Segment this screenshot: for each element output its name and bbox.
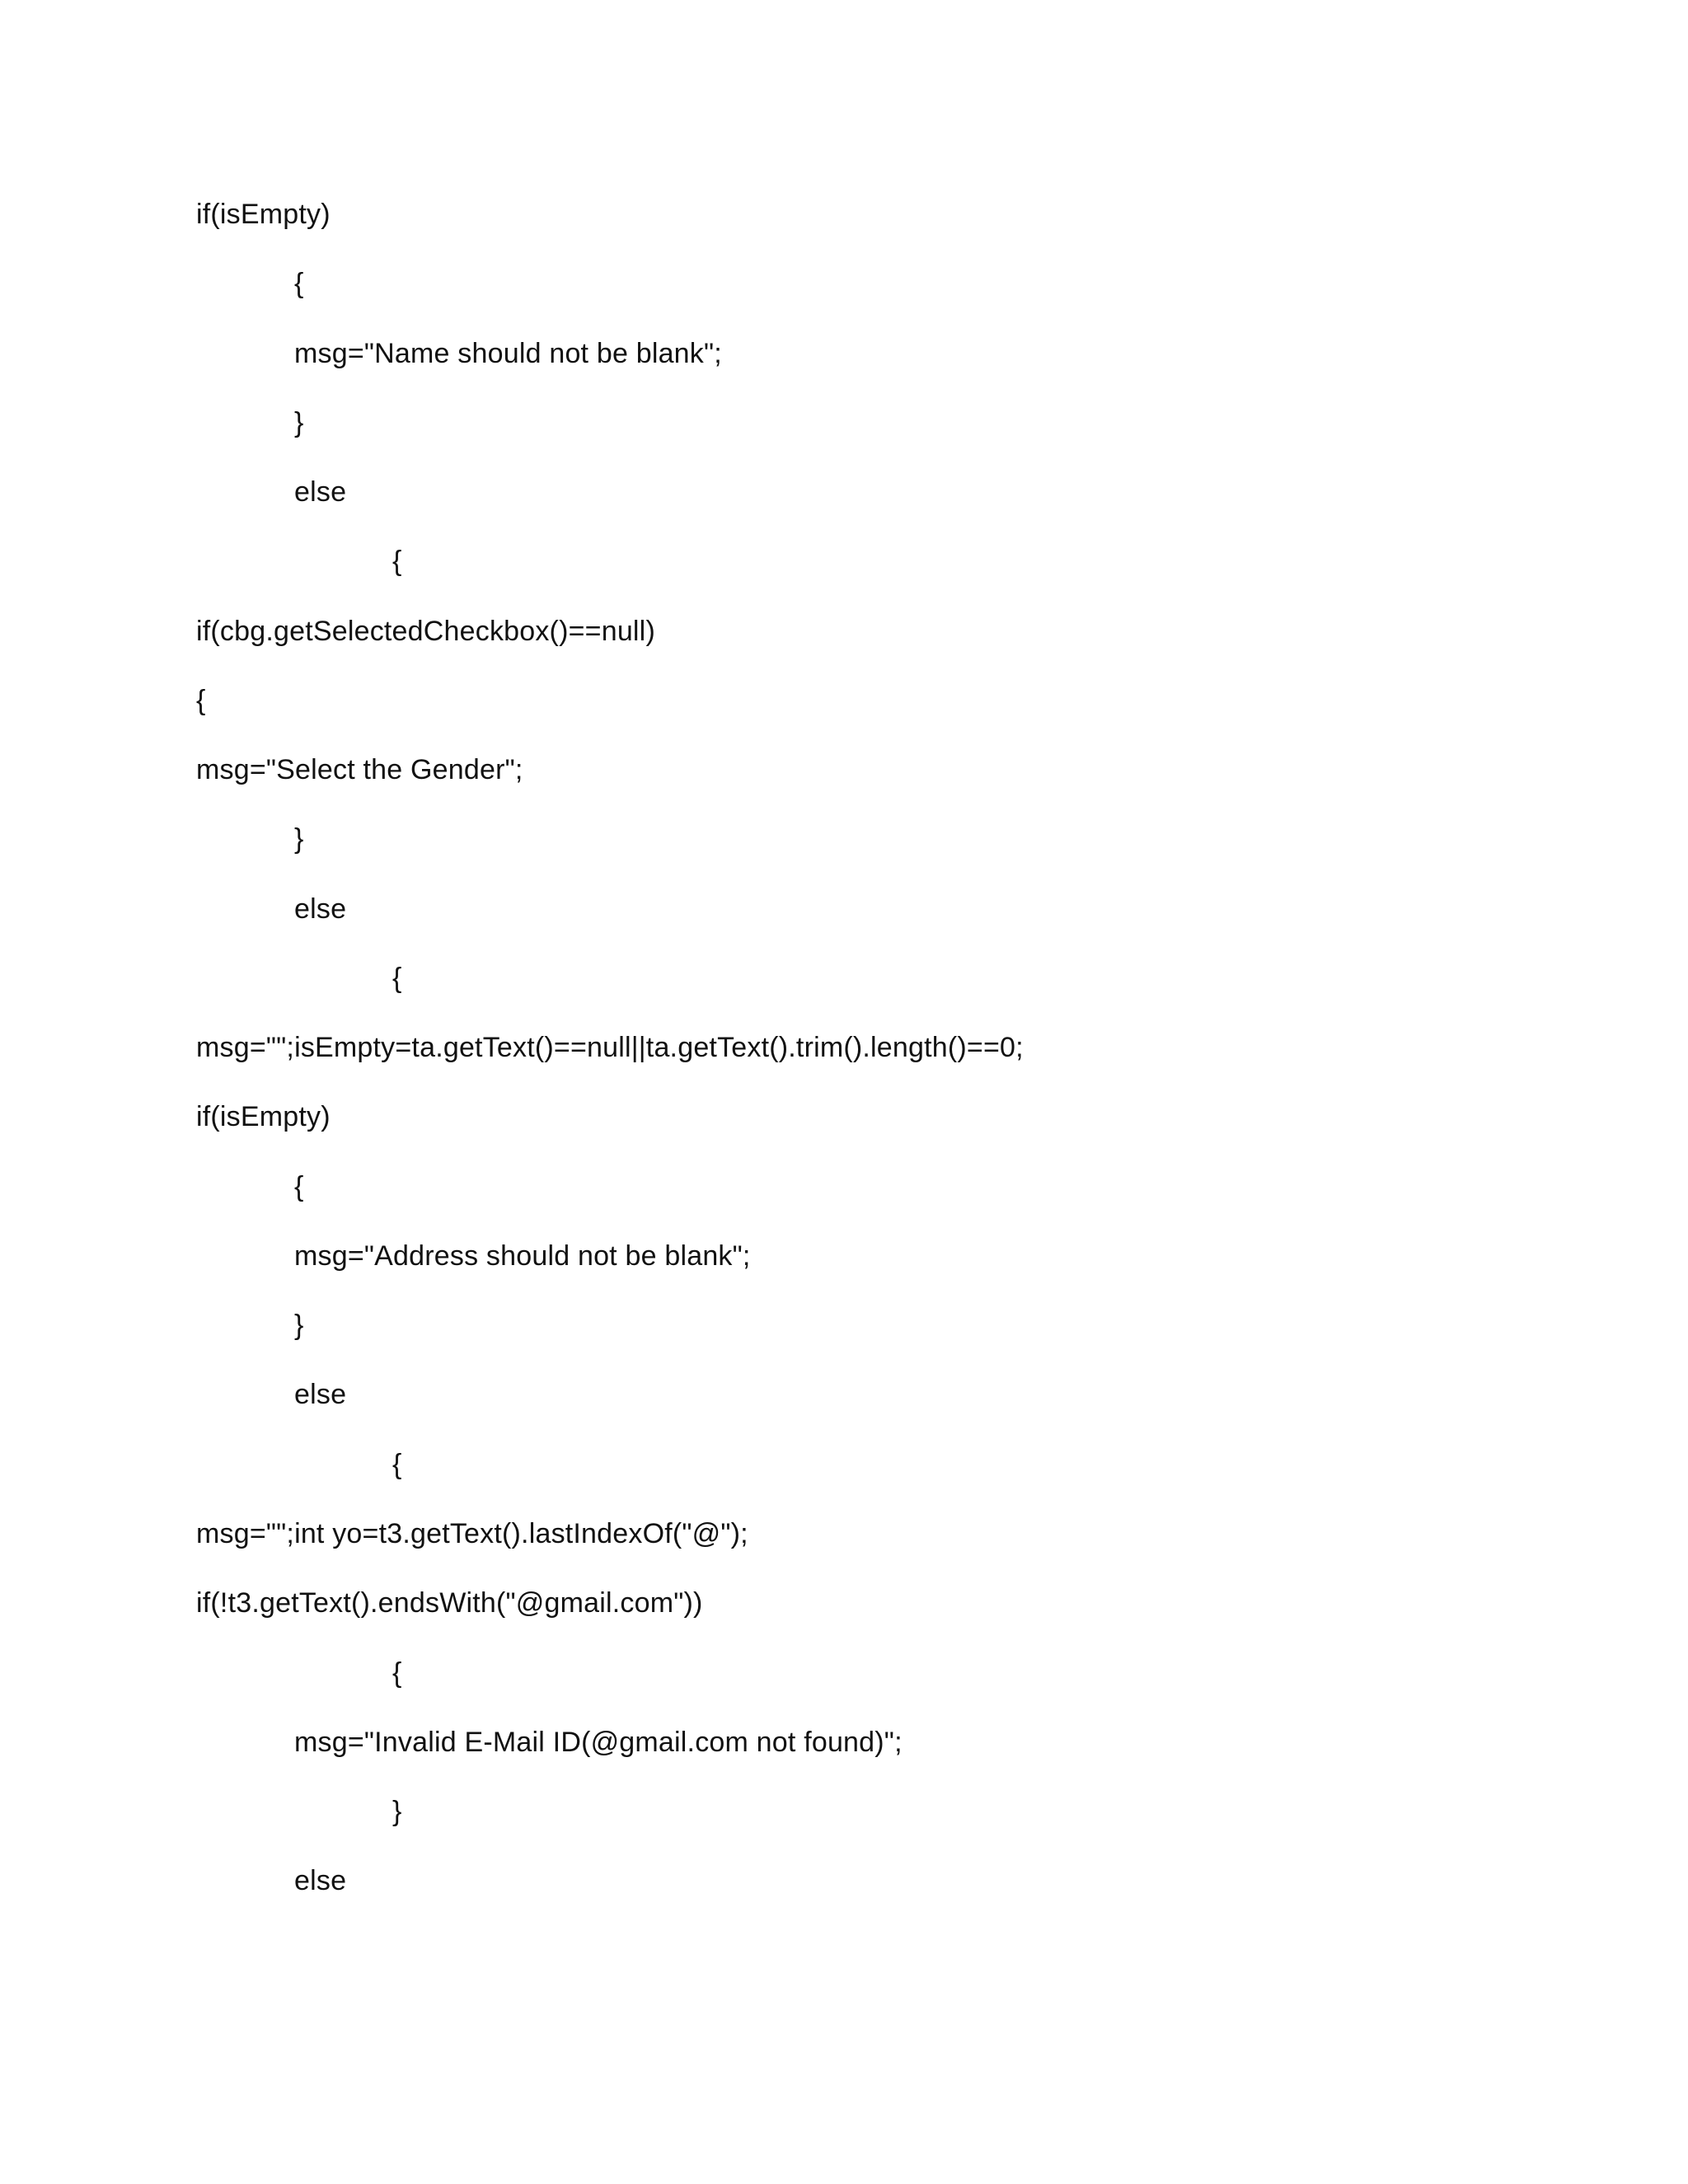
code-line: if(isEmpty) [196, 1101, 331, 1132]
code-line: if(!t3.getText().endsWith("@gmail.com")) [196, 1587, 703, 1619]
code-line: } [294, 1310, 304, 1341]
code-line: else [294, 893, 347, 925]
code-line: msg="Name should not be blank"; [294, 338, 722, 369]
code-line: msg="";isEmpty=ta.getText()==null||ta.getText().trim().length()==0; [196, 1032, 1024, 1063]
code-line: msg="Invalid E-Mail ID(@gmail.com not found)"; [294, 1727, 903, 1758]
code-line: { [392, 546, 402, 577]
code-line: if(isEmpty) [196, 199, 331, 230]
code-line: msg="";int yo=t3.getText().lastIndexOf("@"); [196, 1518, 748, 1549]
code-line: else [294, 1865, 347, 1896]
code-line: if(cbg.getSelectedCheckbox()==null) [196, 616, 655, 647]
code-line: { [392, 1657, 402, 1689]
code-line: else [294, 1379, 347, 1410]
code-line: else [294, 476, 347, 508]
code-line: msg="Address should not be blank"; [294, 1240, 751, 1272]
code-line: { [392, 1449, 402, 1480]
code-line: } [294, 407, 304, 438]
code-line: { [196, 685, 206, 716]
code-line: { [392, 963, 402, 994]
code-line: { [294, 268, 304, 299]
code-line: } [392, 1796, 402, 1827]
code-line: } [294, 823, 304, 855]
code-line: { [294, 1171, 304, 1202]
code-line: msg="Select the Gender"; [196, 754, 523, 785]
